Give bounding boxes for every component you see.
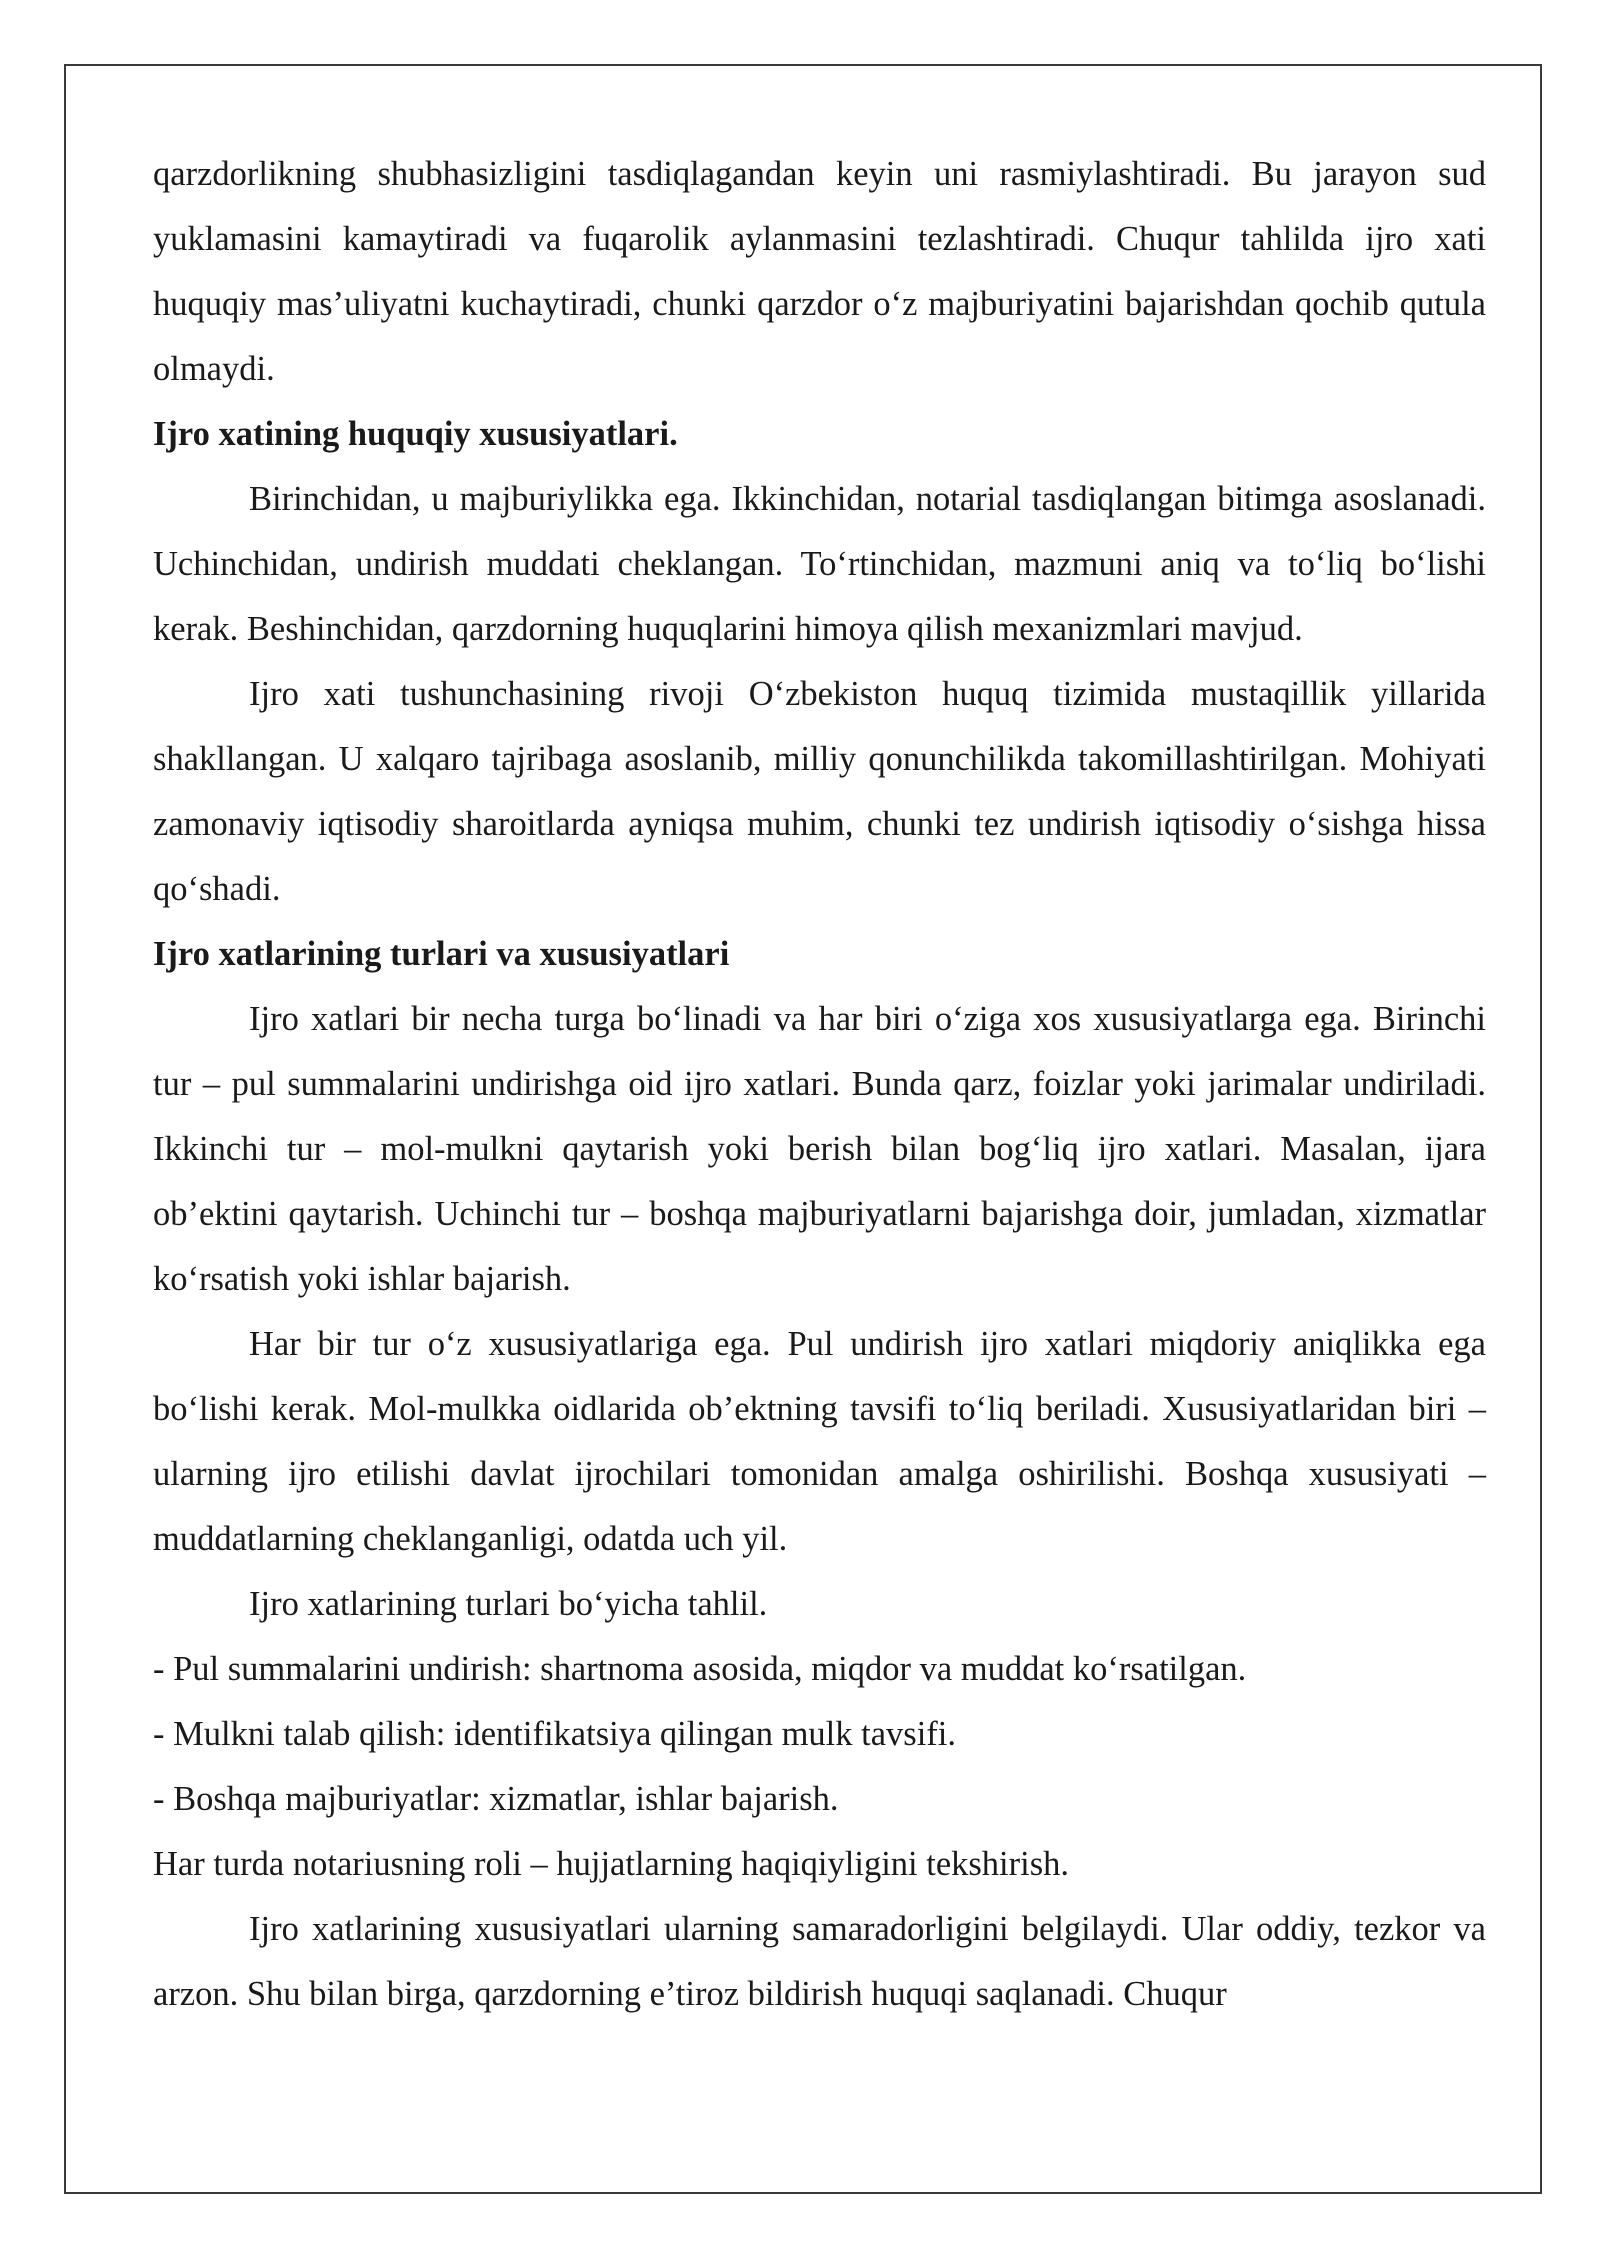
paragraph: Ijro xatlari bir necha turga bo‘linadi va har biri o‘ziga xos xususiyatlarga ega. Birinchi tur – pul summalarini undirishga oid ijro xatlari. Bunda qarz, foizlar yoki jarimalar undiriladi. Ikkinchi tur – mol-mulkni qaytarish yoki berish bilan bog‘liq ijro xatlari. Masalan, ijara ob’ektini qaytarish. Uchinchi tur – boshqa majburiyatlarni bajarishga doir, jumladan, xizmatlar ko‘rsatish yoki ishlar bajarish. — [153, 1000, 1486, 1298]
paragraph: qarzdorlikning shubhasizligini tasdiqlagandan keyin uni rasmiylashtiradi. Bu jarayon sud yuklamasini kamaytiradi va fuqarolik aylanmasini tezlashtiradi. Chuqur tahlilda ijro xati huquqiy mas’uliyatni kuchaytiradi, chunki qarzdor o‘z majburiyatini bajarishdan qochib qutula olmaydi. — [153, 155, 1486, 388]
document-body — [153, 142, 1486, 2027]
paragraph: Ijro xati tushunchasining rivoji O‘zbekiston huquq tizimida mustaqillik yillarida shakllangan. U xalqaro tajribaga asoslanib, milliy qonunchilikda takomillashtirilgan. Mohiyati zamonaviy iqtisodiy sharoitlarda ayniqsa muhim, chunki tez undirish iqtisodiy o‘sishga hissa qo‘shadi. — [153, 675, 1486, 908]
paragraph: Ijro xatlarining turlari bo‘yicha tahlil. — [249, 1585, 768, 1623]
paragraph: Ijro xatlarining xususiyatlari ularning samaradorligini belgilaydi. Ular oddiy, tezkor va arzon. Shu bilan birga, qarzdorning e’tiroz bildirish huquqi saqlanadi. Chuqur — [153, 1910, 1486, 2013]
list-item: - Pul summalarini undirish: shartnoma asosida, miqdor va muddat ko‘rsatilgan. — [153, 1650, 1247, 1688]
paragraph: Birinchidan, u majburiylikka ega. Ikkinchidan, notarial tasdiqlangan bitimga asoslanadi. Uchinchidan, undirish muddati cheklangan. To‘rtinchidan, mazmuni aniq va to‘liq bo‘lishi kerak. Beshinchidan, qarzdorning huquqlarini himoya qilish mexanizmlari mavjud. — [153, 480, 1486, 648]
list-item: - Mulkni talab qilish: identifikatsiya qilingan mulk tavsifi. — [153, 1715, 956, 1753]
section-heading: Ijro xatining huquqiy xususiyatlari. — [153, 415, 678, 453]
list-item: - Boshqa majburiyatlar: xizmatlar, ishlar bajarish. — [153, 1780, 839, 1818]
paragraph: Har turda notariusning roli – hujjatlarning haqiqiyligini tekshirish. — [153, 1845, 1070, 1883]
section-heading: Ijro xatlarining turlari va xususiyatlari — [153, 935, 730, 973]
paragraph: Har bir tur o‘z xususiyatlariga ega. Pul undirish ijro xatlari miqdoriy aniqlikka ega bo‘lishi kerak. Mol-mulkka oidlarida ob’ektning tavsifi to‘liq beriladi. Xususiyatlaridan biri – ularning ijro etilishi davlat ijrochilari tomonidan amalga oshirilishi. Boshqa xususiyati – muddatlarning cheklanganligi, odatda uch yil. — [153, 1325, 1486, 1558]
